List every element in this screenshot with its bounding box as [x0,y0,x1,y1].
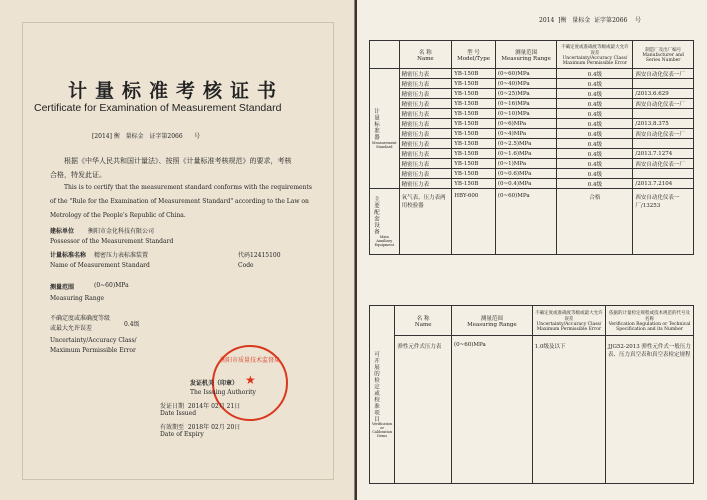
cell-maker [633,139,694,149]
issue-date-en: Date Issued [160,410,197,417]
cell-maker: /2013.7.1274 [633,149,694,159]
cell-acc: 0.4级 [557,109,633,119]
statement-en-line1: This is to certify that the measurement standard conforms with the requirements [64,184,312,191]
cell-maker [633,169,694,179]
cell-range: (0~2.5)MPa [495,139,557,149]
item-accuracy: 1.0级及以下 [532,336,605,484]
range-label-cn: 测量范围 [50,284,75,291]
cell-acc: 0.4级 [557,129,633,139]
cell-range: (0~25)MPa [495,89,557,99]
cell-model: YB-150B [452,99,496,109]
table-row [370,99,694,109]
cell-model: YB-150B [452,159,496,169]
cell-acc: 0.4级 [557,149,633,159]
cell-model: YB-150B [452,69,496,79]
cell-maker: 西安自动化仪表一厂 [633,99,694,109]
item-range: (0~60)MPa [452,336,533,484]
statement-cn-line2: 合格，特发此证。 [50,171,106,179]
cell-name: 精密压力表 [399,79,452,89]
col2-range: 测量范围 Measuring Range [452,306,533,336]
certificate-detail-page [357,0,707,500]
col-range: 测量范围 Measuring Range [495,41,557,69]
verification-table [369,305,694,484]
table-row [370,69,694,79]
cell-acc: 0.4级 [557,169,633,179]
col2-name: 名 称 Name [395,306,452,336]
cell-range: (0~16)MPa [495,99,557,109]
cell-range: (0~40)MPa [495,79,557,89]
cell-acc: 0.4级 [557,119,633,129]
standard-name-value: 精密压力表标准装置 [94,252,149,259]
cell-acc: 0.4级 [557,79,633,89]
cell-model: YB-150B [452,149,496,159]
col-uncertainty: 不确定度或准确度等级或最大允许误差 Uncertainty/Accuracy Class/ Maximum Permissible Error [557,41,633,69]
cell-model: YB-150B [452,119,496,129]
seal-star-icon: ★ [245,373,256,387]
cell-acc: 0.4级 [557,139,633,149]
aux-model: HBY-600 [452,189,496,255]
statement-en-line3: Metrology of the People's Republic of China. [50,212,186,219]
table-row [370,169,694,179]
col-maker: 制造厂及出厂编号 Manufacturer and Series Number [633,41,694,69]
cell-name: 精密压力表 [399,119,452,129]
cell-range: (0~10)MPa [495,109,557,119]
cell-maker: /2013.8.375 [633,119,694,129]
item-name: 弹性元件式压力表 [395,336,452,484]
cell-name: 精密压力表 [399,69,452,79]
cell-model: YB-150B [452,129,496,139]
cell-maker: 西安自动化仪表一厂 [633,129,694,139]
authority-label-cn: 发证机关（印章） [190,380,239,387]
item-regulation: JJG52-2013 弹性元件式一般压力表、压力真空表和真空表检定规程 [606,336,694,484]
cell-model: YB-150B [452,109,496,119]
cell-acc: 0.4级 [557,89,633,99]
col2-uncertainty: 不确定度或准确度等级或最大允许误差 Uncertainty/Accuracy Class/ Maximum Permissible Error [532,306,605,336]
aux-range: (0~60)MPa [495,189,557,255]
standards-side-label: 计量标准器 Measurement Standard [370,69,400,189]
table-row [370,79,694,89]
possessor-label-cn: 建标单位 [50,228,75,235]
cell-range: (0~1.6)MPa [495,149,557,159]
cell-model: YB-150B [452,169,496,179]
table-row [370,119,694,129]
cell-model: YB-150B [452,139,496,149]
cell-name: 精密压力表 [399,129,452,139]
certificate-title-cn: 计量标准考核证书 [68,80,285,102]
col-name: 名 称 Name [399,41,452,69]
cell-name: 精密压力表 [399,179,452,189]
standard-name-label-en: Name of Measurement Standard [50,262,150,269]
cell-maker: 西安自动化仪表一厂 [633,69,694,79]
cell-name: 精密压力表 [399,89,452,99]
cell-maker: /2013.7.2104 [633,179,694,189]
aux-accuracy: 合格 [557,189,633,255]
table-row [370,139,694,149]
certificate-title-en: Certificate for Examination of Measurement Standard [34,102,282,114]
cert-number-right: 2014 ]衡 量标金 证字第2066 号 [539,17,641,24]
table-row [370,89,694,99]
cell-range: (0~1)MPa [495,159,557,169]
cert-number: [2014] 衡 量标金 证字第2066 号 [92,133,201,140]
cell-maker: 西安自动化仪表一厂 [633,159,694,169]
cell-acc: 0.4级 [557,159,633,169]
cell-model: YB-150B [452,179,496,189]
cell-name: 精密压力表 [399,159,452,169]
issue-date-cn: 发证日期 2014年 02月 21日 [160,403,241,410]
cell-name: 精密压力表 [399,169,452,179]
possessor-value: 衡阳市金化科技有限公司 [88,228,155,235]
cell-name: 精密压力表 [399,149,452,159]
table-row [370,129,694,139]
statement-en-line2: of the "Rule for the Examination of Measurement Standard" according to the Law on [50,198,309,205]
expiry-date-en: Date of Expiry [160,431,204,438]
aux-side-label: 主要配套设备 Main Auxiliary Equipment [370,189,400,255]
cell-range: (0~0.6)MPa [495,169,557,179]
uncertainty-value: 0.4级 [124,321,140,328]
range-value: (0~60)MPa [94,282,129,289]
expiry-date-cn: 有效期至 2018年 02月 20日 [160,424,241,431]
uncertainty-label-en-1: Uncertainty/Accuracy Class/ [50,337,137,344]
table-row [370,179,694,189]
cell-acc: 0.4级 [557,99,633,109]
table-row [370,149,694,159]
cell-range: (0~0.4)MPa [495,179,557,189]
cell-maker [633,79,694,89]
cell-name: 精密压力表 [399,139,452,149]
uncertainty-label-cn-2: 或最大允许误差 [50,325,93,332]
cell-range: (0~4)MPa [495,129,557,139]
code-label: 代码12415100 [238,252,281,259]
standard-name-label-cn: 计量标准名称 [50,252,87,259]
possessor-label-en: Possessor of the Measurement Standard [50,238,174,245]
aux-maker: 西安自动化仪表一厂/13253 [633,189,694,255]
uncertainty-label-en-2: Maximum Permissible Error [50,347,136,354]
aux-name: 氧气表、压力表两用校验器 [399,189,452,255]
official-seal: ★ 衡阳市质量技术监督局 [212,345,288,421]
cell-maker [633,109,694,119]
cell-range: (0~60)MPa [495,69,557,79]
cell-maker: /2013.6.629 [633,89,694,99]
cell-acc: 0.4级 [557,69,633,79]
range-label-en: Measuring Range [50,295,105,302]
cell-model: YB-150B [452,79,496,89]
uncertainty-label-cn-1: 不确定度或准确度等级 [50,315,111,322]
table-row [370,159,694,169]
col-model: 型 号 Model/Type [452,41,496,69]
cell-name: 精密压力表 [399,109,452,119]
standards-table [369,40,694,255]
items-side-label: 可开展的检定或校准项目 Verification or Calibration Items [370,306,395,484]
code-label-en: Code [238,262,254,269]
statement-cn-line1: 根据《中华人民共和国计量法》、按照《计量标准考核规范》的要求，考核 [64,157,292,165]
cell-range: (0~6)MPa [495,119,557,129]
cell-name: 精密压力表 [399,99,452,109]
cell-acc: 0.4级 [557,179,633,189]
cell-model: YB-150B [452,89,496,99]
table-row [370,109,694,119]
col2-regulation: 依据的计量检定规程或技术规范的代号及名称 Verification Regulation or Technical Specification and its Number [606,306,694,336]
authority-label-en: The Issuing Authority [190,389,256,396]
